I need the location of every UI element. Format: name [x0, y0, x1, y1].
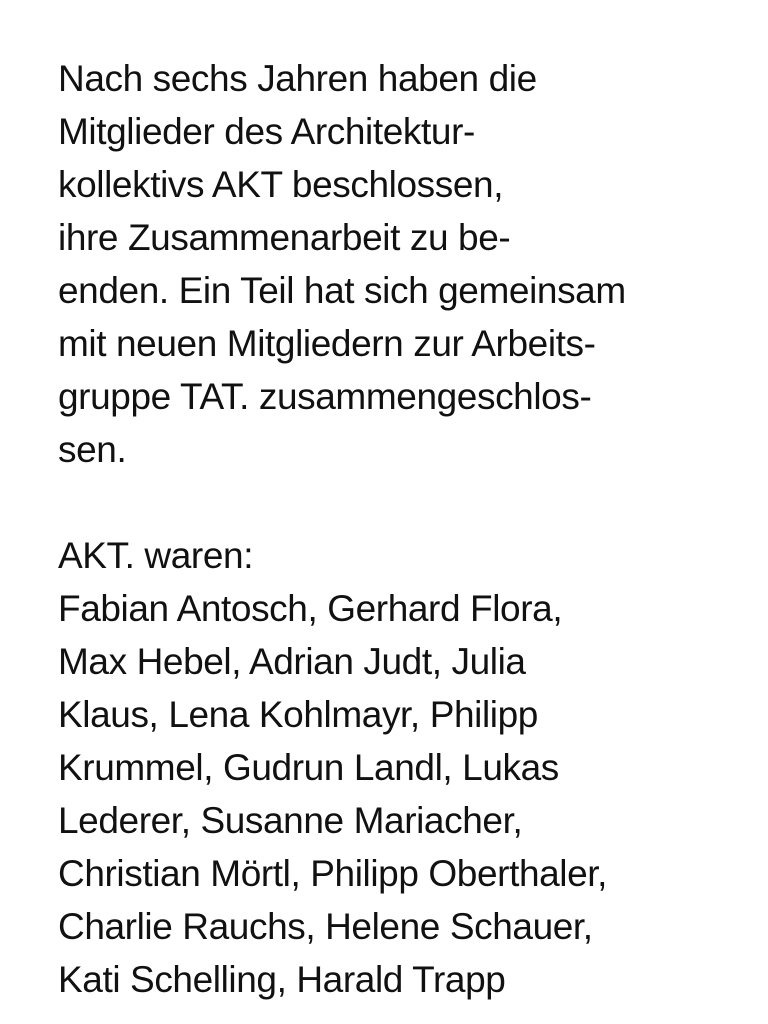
member-line: Charlie Rauchs, Helene Schauer, [58, 906, 593, 947]
document-text [58, 52, 748, 1006]
member-line: Christian Mörtl, Philipp Oberthaler, [58, 853, 608, 894]
intro-paragraph [58, 52, 748, 476]
intro-line: sen. [58, 429, 127, 470]
intro-line: enden. Ein Teil hat sich gemeinsam [58, 270, 626, 311]
intro-line: kollektivs AKT beschlossen, [58, 164, 504, 205]
member-line: Kati Schelling, Harald Trapp [58, 959, 506, 1000]
intro-line: ihre Zusammenarbeit zu be- [58, 217, 511, 258]
member-line: Lederer, Susanne Mariacher, [58, 800, 523, 841]
member-line: Klaus, Lena Kohlmayr, Philipp [58, 694, 538, 735]
members-section [58, 529, 748, 1006]
member-line: Krummel, Gudrun Landl, Lukas [58, 747, 559, 788]
intro-line: gruppe TAT. zusammengeschlos- [58, 376, 592, 417]
intro-line: mit neuen Mitgliedern zur Arbeits- [58, 323, 596, 364]
paragraph-spacer [58, 476, 748, 529]
member-line: Fabian Antosch, Gerhard Flora, [58, 588, 563, 629]
member-line: Max Hebel, Adrian Judt, Julia [58, 641, 526, 682]
intro-line: Nach sechs Jahren haben die [58, 58, 537, 99]
members-heading: AKT. waren: [58, 535, 254, 576]
intro-line: Mitglieder des Architektur- [58, 111, 475, 152]
